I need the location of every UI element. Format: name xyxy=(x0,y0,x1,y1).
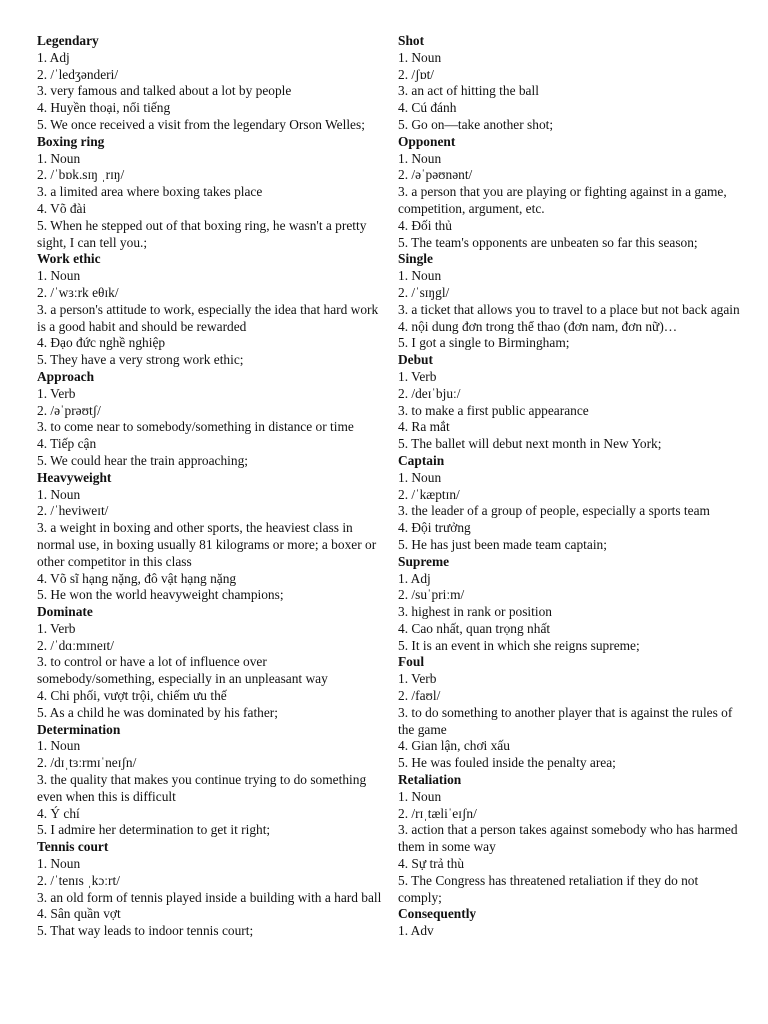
vocab-line: 4. Sự trả thù xyxy=(398,856,465,872)
vocab-line: 1. Noun xyxy=(398,150,442,166)
vocab-line: 5. The Congress has threatened retaliation if they do not comply; xyxy=(398,872,699,905)
vocab-headword: Shot xyxy=(398,33,425,48)
vocab-headword: Determination xyxy=(37,721,121,737)
vocab-headword: Work ethic xyxy=(37,251,101,267)
vocab-entry xyxy=(398,654,743,772)
vocab-entry xyxy=(398,134,743,252)
vocab-line: 4. Đối thủ xyxy=(398,217,452,233)
vocab-line: 3. a weight in boxing and other sports, the heaviest class in normal use, in boxing usually 81 kilograms or more; a boxer or other competitor in this class xyxy=(37,520,377,569)
vocab-line: 5. That way leads to indoor tennis court; xyxy=(37,923,254,939)
vocab-line: 2. /rɪˌtæliˈeɪʃn/ xyxy=(398,805,477,821)
vocab-line: 3. very famous and talked about a lot by people xyxy=(37,83,292,99)
vocab-line: 2. /ˈbɒk.sɪŋ ˌrɪŋ/ xyxy=(37,167,125,183)
vocab-entry xyxy=(37,134,382,252)
vocab-line: 3. an act of hitting the ball xyxy=(398,83,539,99)
vocab-line: 1. Verb xyxy=(37,620,76,636)
vocab-line: 3. the leader of a group of people, especially a sports team xyxy=(398,503,710,519)
vocab-entry xyxy=(37,839,382,940)
vocab-line: 4. Cao nhất, quan trọng nhất xyxy=(398,620,551,636)
vocab-line: 4. nội dung đơn trong thể thao (đơn nam, đơn nữ)… xyxy=(398,318,678,334)
vocab-line: 5. They have a very strong work ethic; xyxy=(37,352,244,368)
left-column xyxy=(37,33,382,940)
vocab-line: 1. Noun xyxy=(398,49,442,65)
vocab-line: 1. Noun xyxy=(37,738,81,754)
vocab-line: 3. to do something to another player that is against the rules of the game xyxy=(398,704,733,737)
vocab-line: 3. highest in rank or position xyxy=(398,604,552,620)
vocab-line: 5. He won the world heavyweight champions; xyxy=(37,587,284,603)
vocab-line: 1. Adj xyxy=(398,570,431,586)
vocab-line: 2. /ˈkæptɪn/ xyxy=(398,486,460,502)
vocab-line: 2. /dɪˌtɜːrmɪˈneɪʃn/ xyxy=(37,755,137,771)
vocab-line: 5. The ballet will debut next month in New York; xyxy=(398,436,662,452)
vocab-line: 1. Noun xyxy=(398,268,442,284)
vocab-line: 5. We could hear the train approaching; xyxy=(37,452,248,468)
vocab-entry xyxy=(398,772,743,906)
vocab-headword: Debut xyxy=(398,352,433,368)
vocab-headword: Approach xyxy=(37,368,95,384)
vocab-line: 2. /ˈheviweɪt/ xyxy=(37,503,109,519)
vocab-line: 3. to make a first public appearance xyxy=(398,402,589,418)
vocab-line: 1. Noun xyxy=(398,788,442,804)
vocab-headword: Boxing ring xyxy=(37,133,105,149)
vocab-line: 1. Noun xyxy=(37,268,81,284)
vocab-headword: Heavyweight xyxy=(37,469,112,485)
vocab-line: 3. a ticket that allows you to travel to a place but not back again xyxy=(398,301,740,317)
vocab-line: 3. a person that you are playing or fighting against in a game, competition, argument, etc. xyxy=(398,184,727,216)
vocab-headword: Supreme xyxy=(398,553,450,569)
vocab-line: 1. Noun xyxy=(37,856,81,872)
vocab-line: 3. to come near to somebody/something in distance or time xyxy=(37,419,354,435)
vocab-line: 2. /əˈprəʊtʃ/ xyxy=(37,402,101,418)
vocab-line: 1. Adj xyxy=(37,49,70,65)
vocab-line: 5. When he stepped out of that boxing ring, he wasn't a pretty sight, I can tell you.; xyxy=(37,217,367,250)
vocab-line: 3. action that a person takes against somebody who has harmed them in some way xyxy=(398,822,738,855)
vocab-line: 3. a limited area where boxing takes place xyxy=(37,184,263,200)
vocab-line: 1. Verb xyxy=(398,368,437,384)
vocab-entry xyxy=(398,251,743,352)
vocab-line: 4. Tiếp cận xyxy=(37,436,97,452)
vocab-line: 3. a person's attitude to work, especially the idea that hard work is a good habit and should be rewarded xyxy=(37,301,379,334)
vocab-line: 5. Go on—take another shot; xyxy=(398,116,554,132)
vocab-line: 2. /ˈwɜːrk eθɪk/ xyxy=(37,284,119,300)
vocab-line: 4. Ra mắt xyxy=(398,419,450,435)
vocab-entry xyxy=(37,251,382,369)
vocab-line: 2. /əˈpəʊnənt/ xyxy=(398,167,473,183)
vocab-entry xyxy=(398,554,743,655)
vocab-line: 1. Adv xyxy=(398,923,434,939)
vocab-line: 1. Verb xyxy=(37,385,76,401)
vocab-line: 2. /ˈledʒənderi/ xyxy=(37,66,119,82)
vocab-line: 3. an old form of tennis played inside a building with a hard ball xyxy=(37,889,382,905)
vocab-entry xyxy=(37,369,382,470)
vocab-headword: Captain xyxy=(398,452,445,468)
vocab-entry xyxy=(37,722,382,840)
right-column xyxy=(398,33,743,940)
vocab-line: 3. to control or have a lot of influence over somebody/something, especially in an unpleasant way xyxy=(37,654,328,687)
vocab-headword: Opponent xyxy=(398,133,456,149)
vocab-line: 2. /ʃɒt/ xyxy=(398,66,435,82)
vocab-entry xyxy=(398,33,743,134)
vocab-entry xyxy=(37,604,382,722)
vocab-headword: Legendary xyxy=(37,33,99,48)
vocab-line: 4. Đạo đức nghề nghiệp xyxy=(37,335,166,351)
vocab-line: 5. He was fouled inside the penalty area; xyxy=(398,755,616,771)
vocab-headword: Foul xyxy=(398,654,425,670)
vocab-line: 4. Gian lận, chơi xấu xyxy=(398,738,510,754)
vocab-line: 2. /ˈtenɪs ˌkɔːrt/ xyxy=(37,872,120,888)
vocab-headword: Single xyxy=(398,251,433,267)
vocab-entry xyxy=(398,906,743,940)
vocab-line: 4. Huyền thoại, nổi tiếng xyxy=(37,100,171,116)
vocab-line: 2. /ˈdɑːmɪneɪt/ xyxy=(37,637,114,653)
vocab-line: 5. I admire her determination to get it right; xyxy=(37,822,271,838)
vocab-headword: Dominate xyxy=(37,604,93,620)
vocab-line: 4. Võ đài xyxy=(37,200,87,216)
vocab-line: 5. We once received a visit from the legendary Orson Welles; xyxy=(37,116,365,132)
vocab-line: 2. /ˈsɪŋgl/ xyxy=(398,284,450,300)
vocab-line: 4. Ý chí xyxy=(37,805,80,821)
vocab-entry xyxy=(37,470,382,604)
vocab-line: 5. It is an event in which she reigns supreme; xyxy=(398,637,640,653)
vocab-headword: Retaliation xyxy=(398,772,462,788)
vocab-line: 5. As a child he was dominated by his father; xyxy=(37,704,278,720)
vocab-headword: Consequently xyxy=(398,906,477,922)
vocab-line: 4. Sân quần vợt xyxy=(37,906,121,922)
vocab-line: 1. Verb xyxy=(398,671,437,687)
vocab-line: 1. Noun xyxy=(37,486,81,502)
vocab-line: 2. /suˈpriːm/ xyxy=(398,587,465,603)
vocab-line: 5. The team's opponents are unbeaten so far this season; xyxy=(398,234,698,250)
vocab-line: 4. Võ sĩ hạng nặng, đô vật hạng nặng xyxy=(37,570,237,586)
vocab-entry xyxy=(398,352,743,453)
vocab-line: 2. /deɪˈbjuː/ xyxy=(398,385,461,401)
vocab-line: 4. Chi phối, vượt trội, chiếm ưu thế xyxy=(37,688,227,704)
vocab-line: 1. Noun xyxy=(398,469,442,485)
vocab-line: 5. He has just been made team captain; xyxy=(398,536,607,552)
vocab-line: 2. /faʊl/ xyxy=(398,688,441,704)
vocab-entry xyxy=(398,453,743,554)
vocab-line: 3. the quality that makes you continue trying to do something even when this is difficult xyxy=(37,772,367,804)
vocab-entry xyxy=(37,33,382,134)
vocab-headword: Tennis court xyxy=(37,839,109,855)
vocab-line: 1. Noun xyxy=(37,150,81,166)
vocab-line: 4. Cú đánh xyxy=(398,100,457,116)
vocab-line: 5. I got a single to Birmingham; xyxy=(398,335,570,351)
vocab-line: 4. Đội trưởng xyxy=(398,520,471,536)
